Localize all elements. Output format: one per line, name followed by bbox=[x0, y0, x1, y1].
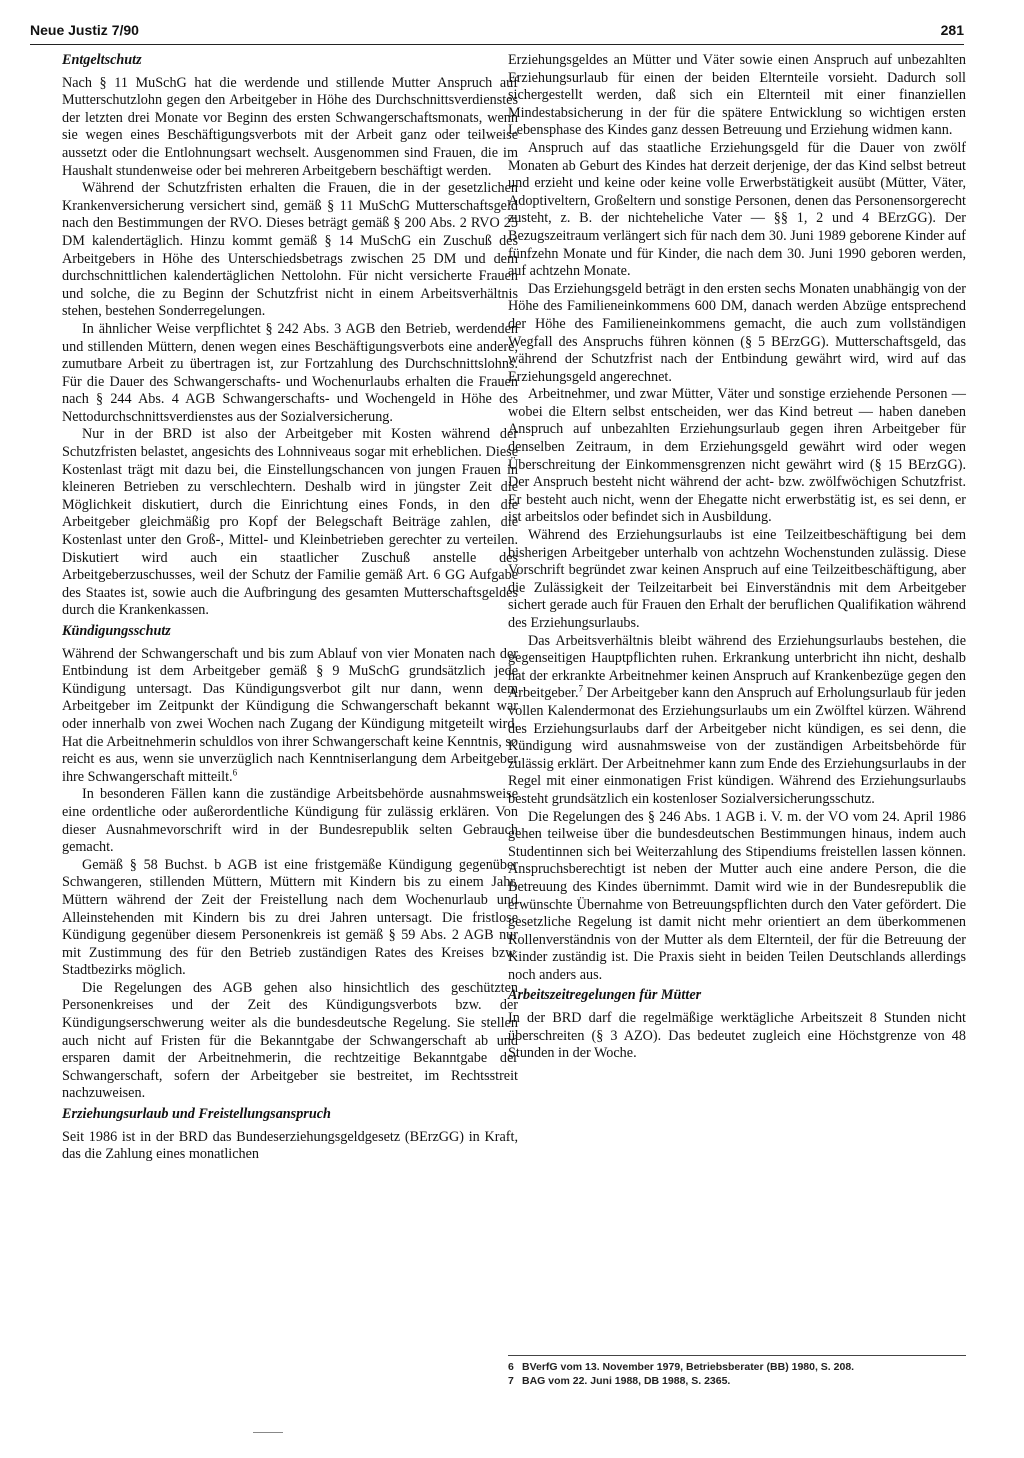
paragraph bbox=[508, 633, 966, 809]
footnote-text: BAG vom 22. Juni 1988, DB 1988, S. 2365. bbox=[522, 1375, 731, 1387]
footnote-ref: 7 bbox=[578, 683, 584, 694]
left-column bbox=[62, 52, 518, 1164]
footnote-number: 7 bbox=[508, 1375, 514, 1387]
paragraph: Die Regelungen des AGB gehen also hinsichtlich des geschützten Personenkreises und der Zeit des Kündigungsverbots bzw. der Kündigungserschwerung weiter als die bundesdeutsche Regelung. Sie stellen auch nicht auf Fristen für die Bekanntgabe der Schwangerschaft ab und ersparen damit der Arbeitnehmerin, die rechtzeitige Bekanntgabe der Schwangerschaft, sofern der Arbeitgeber sie bestreitet, im Rechtsstreit nachzuweisen. bbox=[62, 979, 518, 1102]
right-column bbox=[508, 52, 966, 1063]
section-heading-erziehungsurlaub: Erziehungsurlaub und Freistellungsanspruch bbox=[62, 1106, 331, 1123]
paragraph: Arbeitnehmer, und zwar Mütter, Väter und sonstige erziehende Personen — wobei die Eltern selbst entscheiden, wer das Kind betreut — haben daneben Anspruch auf unbezahlten Erziehungsurlaub gegen ihren Arbeitgeber für denselben Zeitraum, in dem Erziehungsgeld gewährt wird oder wegen Überschreitung der Einkommensgrenzen nicht gewährt wird (§ 15 BErzGG). Der Anspruch besteht nicht während der acht- bzw. zwölfwöchigen Schutzfrist. Er besteht auch nicht, wenn der Ehegatte nicht erwerbstätig ist, es sei denn, er ist arbeitslos oder befindet sich in Ausbildung. bbox=[508, 386, 966, 526]
paragraph: In ähnlicher Weise verpflichtet § 242 Abs. 3 AGB den Betrieb, werdenden und stillenden Müttern, denen wegen eines Beschäftigungsverbots eine andere, zumutbare Arbeit zu übertragen ist, zur Fortzahlung des Durchschnittslohns. Für die Dauer des Schwangerschafts- und Wochenurlaubs erhalten die Frauen nach § 244 Abs. 4 AGB Schwangerschafts- und Wochengeld in Höhe des Nettodurchschnittsverdienstes aus der Sozialversicherung. bbox=[62, 320, 518, 425]
paragraph: Während des Erziehungsurlaubs ist eine Teilzeitbeschäftigung bei dem bisherigen Arbeitgeber unterhalb von achtzehn Wochenstunden zulässig. Diese Vorschrift begründet zwar keinen Anspruch auf eine Teilzeitbeschäftigung, aber die Zulässigkeit der Teilzeitarbeit bei Einverständnis mit dem Arbeitgeber sichert gerade auch für Frauen den Erhalt der beruflichen Qualifikation während des Erziehungsurlaubs. bbox=[508, 527, 966, 631]
paragraph: Erziehungsgeldes an Mütter und Väter sowie einen Anspruch auf unbezahlten Erziehungsurlaub für einen der beiden Elternteile vorsieht. Dadurch soll sichergestellt werden, daß sich ein Elternteil mit einer finanziellen Mindestabsicherung in der für die spätere Entwicklung so wichtigen ersten Lebensphase des Kindes ganz dessen Betreuung und Erziehung widmen kann. bbox=[508, 52, 966, 139]
paragraph: Das Erziehungsgeld beträgt in den ersten sechs Monaten unabhängig von der Höhe des Familieneinkommens 600 DM, danach werden Abzüge entsprechend der Höhe des Familieneinkommens gemacht, die auch zum vollständigen Wegfall des Anspruchs führen können (§ 5 BErzGG). Mutterschaftsgeld, das während der Schutzfrist nach der Entbindung gewährt wird, wird auf das Erziehungsgeld angerechnet. bbox=[508, 280, 966, 385]
paragraph: Nur in der BRD ist also der Arbeitgeber mit Kosten während der Schutzfristen belastet, angesichts des Lohnniveaus sogar mit erheblichen. Diese Kostenlast trägt mit dazu bei, die Einstellungschancen von jungen Frauen in kleineren Betrieben zu verschlechtern. Deshalb wird in jüngster Zeit die Möglichkeit diskutiert, durch die Einrichtung eines Fonds, in den die Arbeitgeber gleichmäßig pro Kopf der Belegschaft Beiträge zahlen, die Kostenlast unter den Groß-, Mittel- und Kleinbetrieben gerechter zu verteilen. Diskutiert wird auch ein staatlicher Zuschuß anstelle des Arbeitgeberzuschusses, weil der Schutz der Familie gemäß Art. 6 GG Aufgabe des Staates ist, sowie auch die Aufbringung des gesamten Mutterschaftsgeldes durch die Krankenkassen. bbox=[62, 426, 518, 619]
section-heading-kuendigungsschutz: Kündigungsschutz bbox=[62, 623, 171, 639]
footnotes bbox=[508, 1355, 966, 1388]
section-heading-entgeltschutz: Entgeltschutz bbox=[62, 52, 142, 68]
section-heading-arbeitszeit: Arbeitszeitregelungen für Mütter bbox=[508, 987, 702, 1004]
footnote bbox=[508, 1374, 966, 1388]
paragraph: In besonderen Fällen kann die zuständige Arbeitsbehörde ausnahmsweise eine ordentliche oder außerordentliche Kündigung für zulässig erklären. Von dieser Ausnahmevorschrift wird in der Bundesrepublik selten Gebrauch gemacht. bbox=[62, 786, 518, 856]
paragraph: Gemäß § 58 Buchst. b AGB ist eine fristgemäße Kündigung gegenüber Schwangeren, stillenden Müttern, Müttern mit Kindern bis zu einem Jahr, Müttern während der Zeit der Freistellung nach dem Wochenurlaub und Alleinstehenden mit Kindern bis zu drei Jahren untersagt. Die fristlose Kündigung gegenüber diesem Personenkreis ist gemäß § 59 Abs. 2 AGB nur mit Zustimmung des für den Betrieb zuständigen Rates des Kreises bzw. Stadtbezirks möglich. bbox=[62, 856, 518, 979]
paragraph: Anspruch auf das staatliche Erziehungsgeld für die Dauer von zwölf Monaten ab Geburt des Kindes hat derzeit derjenige, der das Kind selbst betreut und erzieht und keine oder keine volle Erwerbstätigkeit ausübt (Mütter, Väter, Adoptiveltern, Großeltern und sonstige Personen, denen das Personensorgerecht zusteht, z. B. der nichteheliche Vater — §§ 1, 2 und 4 BErzGG). Der Bezugszeitraum verlängert sich für nach dem 30. Juni 1989 geborene Kinder auf fünfzehn Monate und für Kinder, die nach dem 30. Juni 1990 geboren werden, auf achtzehn Monate. bbox=[508, 139, 966, 280]
page-header bbox=[30, 20, 964, 45]
paragraph-text: Das Arbeitsverhältnis bleibt während des Erziehungsurlaubs bestehen, die gegenseitigen Hauptpflichten ruhen. Erkrankung unterbricht ihn nicht, deshalb hat der erkrankte Arbeitnehmer keinen Anspruch auf Krankenbezüge gegen den Arbeitgeber. bbox=[508, 632, 966, 702]
paragraph: Die Regelungen des § 246 Abs. 1 AGB i. V. m. der VO vom 24. April 1986 gehen teilweise über die bundesdeutschen Bestimmungen hinaus, indem auch Studentinnen sich bei Weiterzahlung des Stipendiums freistellen lassen können. Anspruchsberechtigt ist neben der Mutter auch eine andere Person, die die Betreuung des Kindes übernimmt. Damit wird wie in der Bundesrepublik die erwünschte Übernahme von Betreuungspflichten durch den Vater gefördert. Die gesetzliche Regelung ist damit nicht mehr orientiert an dem überkommenen Rollenverständnis von der Mutter als dem Elternteil, der für die Betreuung der Kinder zuständig ist. Die Praxis sieht in beiden Teilen Deutschlands allerdings noch anders aus. bbox=[508, 808, 966, 983]
page-number: 281 bbox=[940, 22, 964, 38]
paragraph: In der BRD darf die regelmäßige werktägliche Arbeitszeit 8 Stunden nicht überschreiten (§ 3 AZO). Das bedeutet zugleich eine Höchstgrenze von 48 Stunden in der Woche. bbox=[508, 1010, 966, 1062]
footnote-text: BVerfG vom 13. November 1979, Betriebsberater (BB) 1980, S. 208. bbox=[522, 1361, 855, 1373]
paragraph: Nach § 11 MuSchG hat die werdende und stillende Mutter Anspruch auf Mutterschutzlohn gegen den Arbeitgeber in Höhe des Durchschnittsverdienstes der letzten drei Monate vor Beginn des ersten Schwangerschaftsmonats, wenn sie wegen eines Beschäftigungsverbots mit der Arbeit ganz oder teilweise aussetzt oder die Entlohnungsart wechselt. Ausgenommen sind Frauen, die im Haushalt stundenweise oder bei mehreren Arbeitgebern beschäftigt werden. bbox=[62, 74, 518, 179]
paragraph: Während der Schutzfristen erhalten die Frauen, die in der gesetzlichen Krankenversicherung versichert sind, gemäß § 11 MuSchG Mutterschaftsgeld nach den Bestimmungen der RVO. Dieses beträgt gemäß § 200 Abs. 2 RVO 25 DM kalendertäglich. Hinzu kommt gemäß § 14 MuSchG ein Zuschuß des Arbeitgebers in Höhe des Unterschiedsbetrags zwischen 25 DM und dem durchschnittlichen kalendertäglichen Nettolohn. Für nicht versicherte Frauen und solche, die zu Beginn der Schutzfrist nicht in einem Arbeitsverhältnis stehen, bestehen Sonderregelungen. bbox=[62, 180, 518, 320]
footnote-ref: 6 bbox=[232, 767, 238, 778]
footnote bbox=[508, 1360, 966, 1374]
bottom-rule bbox=[253, 1432, 283, 1433]
paragraph-text: Während der Schwangerschaft und bis zum Ablauf von vier Monaten nach der Entbindung ist dem Arbeitgeber gemäß § 9 MuSchG grundsätzlich jede Kündigung untersagt. Das Kündigungsverbot gilt nur dann, wenn dem Arbeitgeber im Zeitpunkt der Kündigung die Schwangerschaft bekannt war oder innerhalb von zwei Wochen nach Zugang der Kündigung mitgeteilt wird. Hat die Arbeitnehmerin schuldlos von ihrer Schwangerschaft keine Kenntnis, so reicht es aus, wenn sie unverzüglich nach Kenntniserlangung dem Arbeitgeber ihre Schwangerschaft mitteilt. bbox=[62, 645, 518, 785]
journal-title: Neue Justiz 7/90 bbox=[30, 22, 139, 38]
footnote-number: 6 bbox=[508, 1361, 514, 1373]
paragraph-text: Der Arbeitgeber kann den Anspruch auf Erholungsurlaub für jeden vollen Kalendermonat des Erziehungsurlaubs um ein Zwölftel kürzen. Während des Erziehungsurlaubs darf der Arbeitgeber nicht kündigen, es sei denn, die Kündigung wird ausnahmsweise von der zuständigen Arbeitsbehörde für zulässig erklärt. Der Arbeitnehmer kann zum Ende des Erziehungsurlaubs in der Regel mit einer einmonatigen Frist kündigen. Während des Erziehungsurlaubs besteht grundsätzlich ein kostenloser Sozialversicherungsschutz. bbox=[508, 685, 966, 807]
paragraph bbox=[62, 646, 518, 787]
paragraph: Seit 1986 ist in der BRD das Bundeserziehungsgeldgesetz (BErzGG) in Kraft, das die Zahlung eines monatlichen bbox=[62, 1128, 518, 1163]
